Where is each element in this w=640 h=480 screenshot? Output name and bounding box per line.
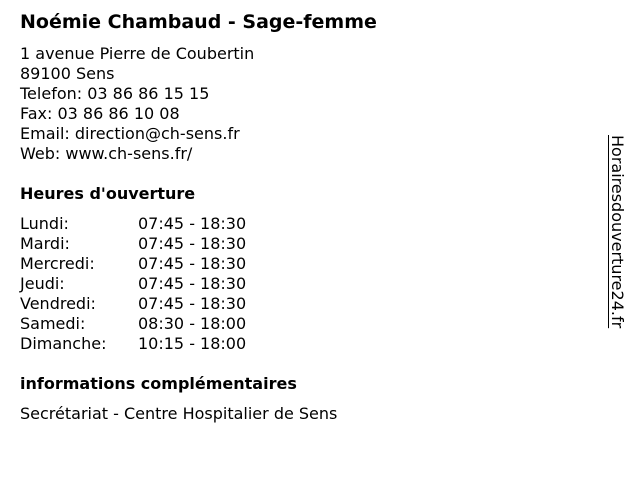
website-link[interactable]: Web: www.ch-sens.fr/ (20, 144, 193, 163)
opening-hours-list (20, 214, 600, 354)
phone-line: Telefon: 03 86 86 15 15 (20, 84, 210, 103)
site-brand-link[interactable]: Horairesdouverture24.fr (608, 135, 627, 329)
hours-row-wednesday (20, 254, 600, 274)
time-range: 08:30 - 18:00 (138, 314, 247, 333)
time-range: 07:45 - 18:30 (138, 214, 247, 233)
contact-block (20, 44, 600, 164)
hours-row-monday (20, 214, 600, 234)
day-label: Lundi: (20, 214, 69, 233)
day-label: Mardi: (20, 234, 70, 253)
day-label: Mercredi: (20, 254, 95, 273)
hours-row-thursday (20, 274, 600, 294)
email-link[interactable]: Email: direction@ch-sens.fr (20, 124, 240, 143)
day-label: Jeudi: (20, 274, 65, 293)
day-label: Dimanche: (20, 334, 107, 353)
additional-info-text: Secrétariat - Centre Hospitalier de Sens (20, 404, 338, 423)
page-title: Noémie Chambaud - Sage-femme (20, 11, 377, 33)
street-address: 1 avenue Pierre de Coubertin (20, 44, 255, 63)
city-line: 89100 Sens (20, 64, 115, 83)
time-range: 10:15 - 18:00 (138, 334, 247, 353)
fax-line: Fax: 03 86 86 10 08 (20, 104, 180, 123)
time-range: 07:45 - 18:30 (138, 234, 247, 253)
hours-row-friday (20, 294, 600, 314)
opening-hours-heading: Heures d'ouverture (20, 184, 196, 203)
time-range: 07:45 - 18:30 (138, 274, 247, 293)
additional-info-heading: informations complémentaires (20, 374, 297, 393)
business-details (20, 10, 600, 424)
hours-row-tuesday (20, 234, 600, 254)
day-label: Vendredi: (20, 294, 96, 313)
time-range: 07:45 - 18:30 (138, 294, 247, 313)
day-label: Samedi: (20, 314, 86, 333)
hours-row-saturday (20, 314, 600, 334)
time-range: 07:45 - 18:30 (138, 254, 247, 273)
hours-row-sunday (20, 334, 600, 354)
